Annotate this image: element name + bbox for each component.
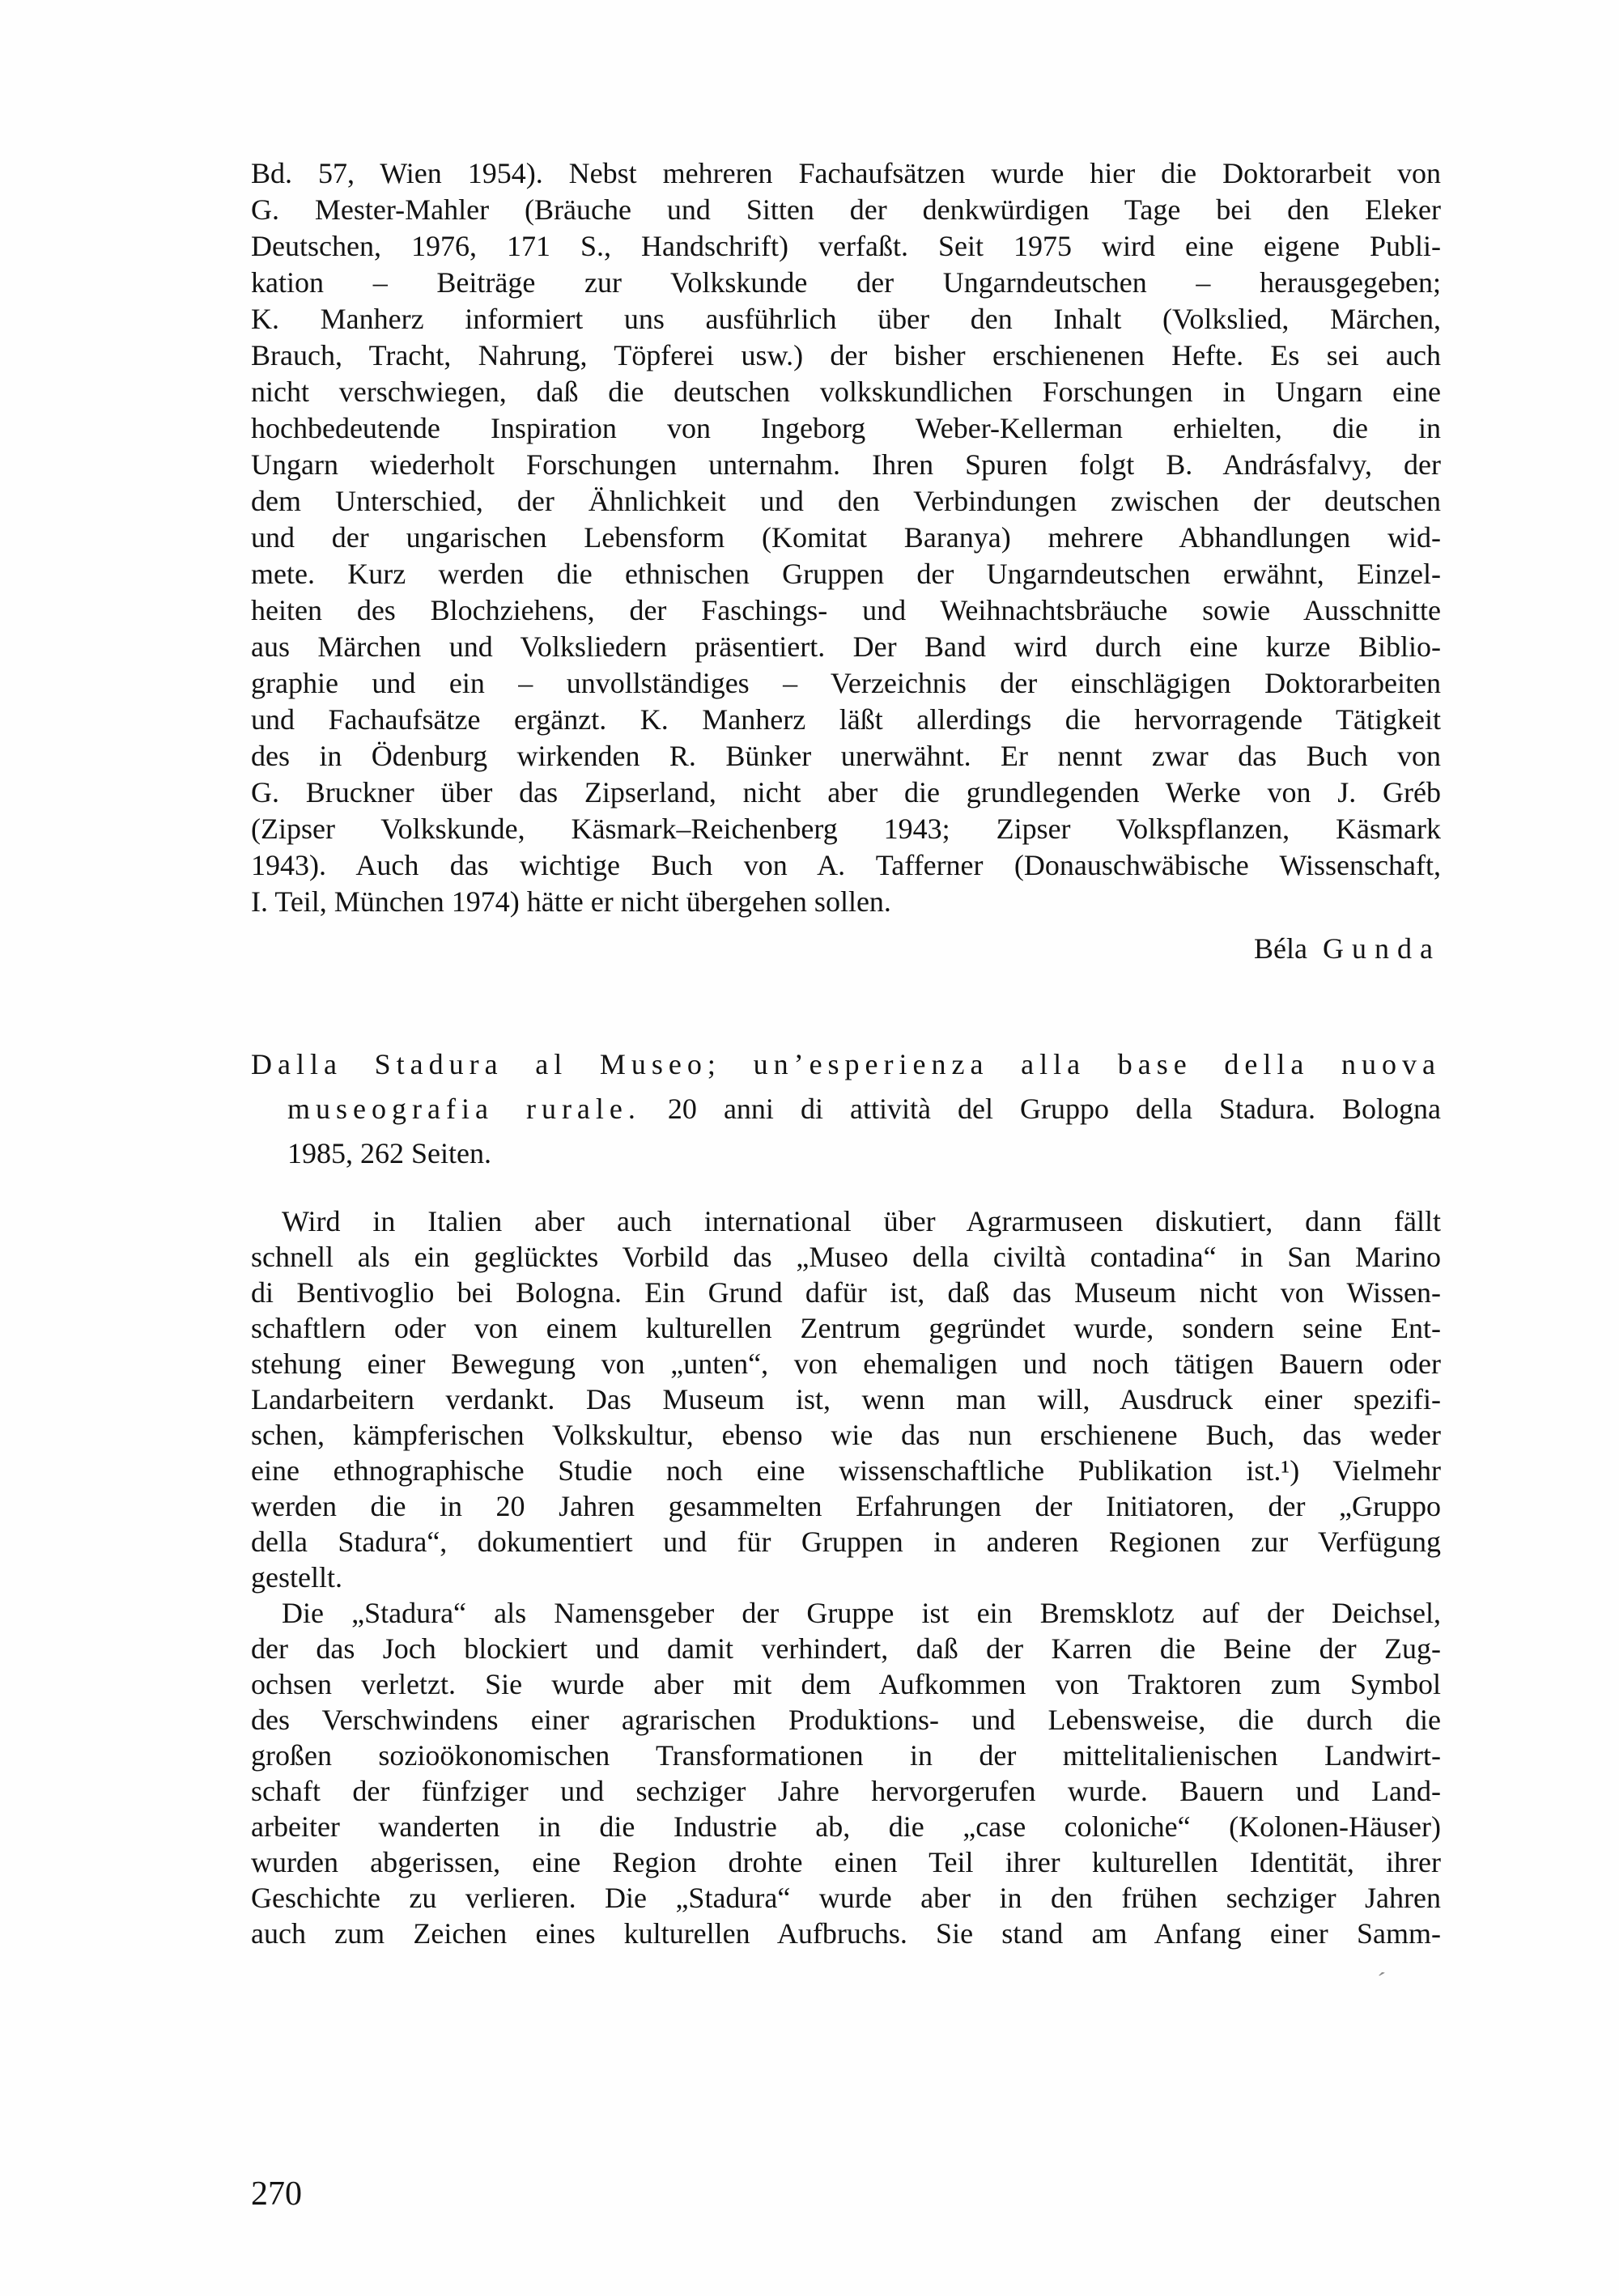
text-line: Landarbeitern verdankt. Das Museum ist, wenn man will, Ausdruck einer spezifi- bbox=[251, 1383, 1441, 1415]
review-paragraph-1 bbox=[251, 1203, 1441, 1595]
review-title-spaced-1: Dalla Stadura al Museo; un’esperienza alla base della nuova bbox=[251, 1048, 1441, 1080]
text-line: schnell als ein geglücktes Vorbild das „Museo della civiltà contadina“ in San Marino bbox=[251, 1241, 1441, 1273]
reviewer-given-name: Béla bbox=[1254, 932, 1308, 965]
text-line: G. Mester-Mahler (Bräuche und Sitten der denkwürdigen Tage bei den Eleker bbox=[251, 193, 1441, 226]
review-title-imprint: 1985, 262 Seiten. bbox=[287, 1137, 491, 1169]
text-line: des in Ödenburg wirkenden R. Bünker unerwähnt. Er nennt zwar das Buch von bbox=[251, 740, 1441, 772]
text-line: des Verschwindens einer agrarischen Produktions- und Lebensweise, die durch die bbox=[251, 1704, 1441, 1736]
review-title-line2 bbox=[287, 1087, 1441, 1131]
text-line: und Fachaufsätze ergänzt. K. Manherz läßt allerdings die hervorragende Tätigkeit bbox=[251, 703, 1441, 736]
text-line: nicht verschwiegen, daß die deutschen volkskundlichen Forschungen in Ungarn eine bbox=[251, 376, 1441, 408]
review-heading bbox=[251, 1042, 1441, 1176]
text-line: hochbedeutende Inspiration von Ingeborg Weber-Kellerman erhielten, die in bbox=[251, 412, 1441, 444]
text-line: 1943). Auch das wichtige Buch von A. Tafferner (Donauschwäbische Wissenschaft, bbox=[251, 849, 1441, 881]
review-title-line1 bbox=[251, 1042, 1441, 1087]
text-line: heiten des Blochziehens, der Faschings- und Weihnachtsbräuche sowie Ausschnitte bbox=[251, 594, 1441, 626]
text-line: K. Manherz informiert uns ausführlich über den Inhalt (Volkslied, Märchen, bbox=[251, 303, 1441, 335]
text-line: aus Märchen und Volksliedern präsentiert. Der Band wird durch eine kurze Biblio- bbox=[251, 630, 1441, 663]
text-line: Deutschen, 1976, 171 S., Handschrift) verfaßt. Seit 1975 wird eine eigene Publi- bbox=[251, 230, 1441, 262]
text-line: schaftlern oder von einem kulturellen Zentrum gegründet wurde, sondern seine Ent- bbox=[251, 1312, 1441, 1344]
text-line: arbeiter wanderten in die Industrie ab, die „case coloniche“ (Kolonen-Häuser) bbox=[251, 1810, 1441, 1843]
text-line: graphie und ein – unvollständiges – Verzeichnis der einschlägigen Doktorarbeiten bbox=[251, 667, 1441, 699]
text-line: eine ethnographische Studie noch eine wissenschaftliche Publikation ist.¹) Vielmehr bbox=[251, 1454, 1441, 1487]
reviewer-family-name: Gunda bbox=[1323, 932, 1441, 965]
text-line: G. Bruckner über das Zipserland, nicht aber die grundlegenden Werke von J. Gréb bbox=[251, 776, 1441, 808]
text-line: di Bentivoglio bei Bologna. Ein Grund dafür ist, daß das Museum nicht von Wissen- bbox=[251, 1276, 1441, 1309]
text-line: dem Unterschied, der Ähnlichkeit und den Verbindungen zwischen der deutschen bbox=[251, 485, 1441, 517]
text-line: stehung einer Bewegung von „unten“, von ehemaligen und noch tätigen Bauern oder bbox=[251, 1347, 1441, 1380]
text-line: wurden abgerissen, eine Region drohte einen Teil ihrer kulturellen Identität, ihrer bbox=[251, 1846, 1441, 1878]
review-title-spaced-2: museografia rurale. bbox=[287, 1093, 641, 1125]
text-line: della Stadura“, dokumentiert und für Gruppen in anderen Regionen zur Verfügung bbox=[251, 1526, 1441, 1558]
text-line: und der ungarischen Lebensform (Komitat Baranya) mehrere Abhandlungen wid- bbox=[251, 521, 1441, 554]
review-title-line3 bbox=[287, 1131, 1441, 1176]
scan-artifact: ´ bbox=[1374, 1966, 1387, 1997]
text-line: schaft der fünfziger und sechziger Jahre hervorgerufen wurde. Bauern und Land- bbox=[251, 1775, 1441, 1807]
text-line: I. Teil, München 1974) hätte er nicht übergehen sollen. bbox=[251, 885, 891, 918]
text-line: gestellt. bbox=[251, 1561, 342, 1594]
text-line: Wird in Italien aber auch international über Agrarmuseen diskutiert, dann fällt bbox=[282, 1205, 1441, 1237]
text-line: der das Joch blockiert und damit verhindert, daß der Karren die Beine der Zug- bbox=[251, 1632, 1441, 1665]
text-line: werden die in 20 Jahren gesammelten Erfahrungen der Initiatoren, der „Gruppo bbox=[251, 1490, 1441, 1522]
text-line: Die „Stadura“ als Namensgeber der Gruppe ist ein Bremsklotz auf der Deichsel, bbox=[282, 1597, 1441, 1629]
text-line: Ungarn wiederholt Forschungen unternahm. Ihren Spuren folgt B. Andrásfalvy, der bbox=[251, 448, 1441, 481]
text-line: auch zum Zeichen eines kulturellen Aufbruchs. Sie stand am Anfang einer Samm- bbox=[251, 1917, 1441, 1950]
page-number: 270 bbox=[251, 2175, 302, 2213]
review-continuation-paragraph bbox=[251, 155, 1441, 920]
text-line: Bd. 57, Wien 1954). Nebst mehreren Fachaufsätzen wurde hier die Doktorarbeit von bbox=[251, 157, 1441, 189]
text-line: kation – Beiträge zur Volkskunde der Ungarndeutschen – herausgegeben; bbox=[251, 266, 1441, 299]
text-line: (Zipser Volkskunde, Käsmark–Reichenberg 1943; Zipser Volkspflanzen, Käsmark bbox=[251, 813, 1441, 845]
review-paragraph-2 bbox=[251, 1595, 1441, 1951]
text-line: Geschichte zu verlieren. Die „Stadura“ wurde aber in den frühen sechziger Jahren bbox=[251, 1882, 1441, 1914]
text-line: großen sozioökonomischen Transformationen in der mittelitalienischen Landwirt- bbox=[251, 1739, 1441, 1772]
text-line: schen, kämpferischen Volkskultur, ebenso wie das nun erschienene Buch, das weder bbox=[251, 1419, 1441, 1451]
text-line: Brauch, Tracht, Nahrung, Töpferei usw.) der bisher erschienenen Hefte. Es sei auch bbox=[251, 339, 1441, 371]
review-title-rest: 20 anni di attività del Gruppo della Stadura. Bologna bbox=[667, 1093, 1441, 1125]
reviewer-signature bbox=[251, 931, 1441, 967]
text-line: ochsen verletzt. Sie wurde aber mit dem Aufkommen von Traktoren zum Symbol bbox=[251, 1668, 1441, 1700]
text-line: mete. Kurz werden die ethnischen Gruppen der Ungarndeutschen erwähnt, Einzel- bbox=[251, 558, 1441, 590]
